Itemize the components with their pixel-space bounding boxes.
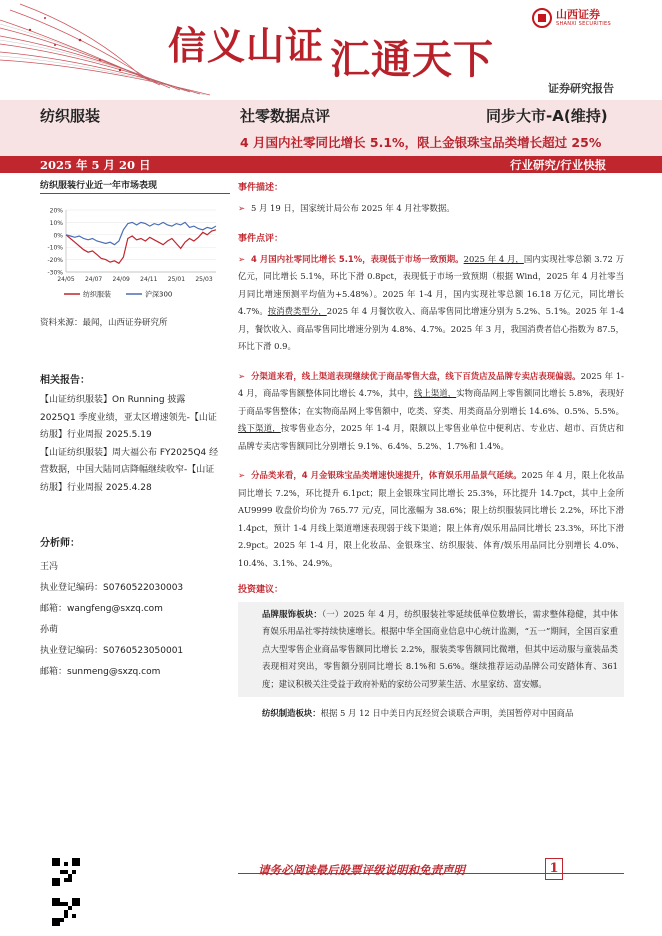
invest-box: [238, 602, 624, 698]
event-title: 事件描述：: [238, 183, 284, 193]
inv1-lead: 品牌服饰板块：: [262, 608, 322, 619]
p2-text-a: 2025 年 1-4 月，商品零售额整体同比增长 4.7%，其中，: [238, 370, 625, 398]
p2-text-b: 实物商品网上零售额同比增长 5.8%，表现好于商品零售整体；在实物商品网上零售额中，吃类、穿类、用类商品分别增长 14.6%、0.5%、5.5%。: [238, 388, 624, 416]
y-tick-label: -20%: [47, 257, 63, 265]
p1-underline: 2025 年 4 月，: [463, 253, 524, 264]
event-text: [238, 200, 624, 218]
comment-title: 事件点评：: [238, 234, 284, 244]
y-tick-label: -10%: [47, 244, 63, 252]
inv2-text: 根据 5 月 12 日中美日内瓦经贸会谈联合声明，美国暂停对中国商品: [320, 708, 574, 718]
chart-title: 纺织服装行业近一年市场表现: [40, 178, 230, 194]
industry-name: 纺织服装: [40, 107, 101, 125]
invest-paragraph-1: [262, 606, 618, 694]
paragraph-1: [238, 251, 624, 356]
inv1-text: （一）2025 年 4 月，纺织服装社零延续低单位数增长，需求整体稳健，其中体育娱乐用品社零持续快速增长。根据中华全国商业信息中心统计监测，“五一”期间，全国百家重点大型零售企业商品零售额同比增长 2.2%，服装类零售额同比微增，但其中运动服与童装品类表现相对突出，零售额分别同比增长 8.1%和 5.6%。继续推荐运动品牌公司安踏体育、361 度；建议积极关注受益于政府补贴的家纺公司罗莱生活、水星家纺、富安娜。: [262, 608, 618, 689]
p3-lead: 分品类来看，4 月金银珠宝品类增速快速提升，体育娱乐用品景气延续。: [251, 470, 522, 480]
y-tick-label: 10%: [49, 219, 63, 227]
x-tick-label: 24/05: [57, 276, 75, 283]
invest-title: 投资建议：: [238, 585, 284, 595]
p2-text-c: 按零售业态分，2025 年 1-4 月，限额以上零售业单位中便利店、专业店、超市、百货店和品牌专卖店零售额同比分别增长 9.1%、6.4%、5.2%、1.7%和 1.4%。: [238, 423, 624, 451]
rating: 同步大市-A(维持): [486, 107, 608, 125]
analyst-name: 王冯: [40, 562, 59, 572]
y-tick-label: -30%: [47, 269, 63, 277]
related-reports-title: 相关报告：: [40, 375, 90, 386]
p1-lead: 4 月国内社零同比增长 5.1%，表现低于市场一致预期。: [251, 253, 464, 264]
analyst-license: 执业登记编码：S0760523050001: [40, 646, 184, 656]
paragraph-2: [238, 368, 624, 456]
p2-underline: 线上渠道，: [413, 388, 457, 398]
footer-disclaimer[interactable]: 请务必阅读最后股票评级说明和免责声明: [258, 863, 465, 877]
p2-underline-2: 线下渠道，: [238, 423, 281, 433]
x-tick-label: 24/11: [140, 276, 158, 283]
analysts-list: [40, 557, 220, 683]
qr-code-icon: [52, 898, 80, 926]
x-tick-label: 25/01: [167, 276, 186, 283]
legend-label: 纺织服装: [83, 290, 111, 299]
y-tick-label: 0%: [53, 232, 63, 240]
logo-name: 山西证券: [556, 8, 600, 21]
report-type: 证券研究报告: [548, 82, 614, 95]
p1-text-b: 2025 年 4 月餐饮收入、商品零售同比增速分别为 5.2%、5.1%。2025 年 1-4 月，餐饮收入、商品零售同比增速分别为 4.8%、4.7%。2025 年 3 月，我国消费者信心指数为 87.5，环比下滑 0.9。: [238, 306, 625, 351]
report-header: [0, 0, 662, 98]
related-report-link[interactable]: 【山证纺织服装】周大福公布 FY2025Q4 经营数据，中国大陆同店降幅继续收窄-【山证纺服】行业周报 2025.4.28: [40, 447, 219, 493]
x-tick-label: 24/09: [112, 276, 130, 283]
p1-underline-2: 按消费类型分，: [267, 306, 327, 316]
bullet-icon: ➢: [238, 470, 246, 480]
related-report-link[interactable]: 【山证纺织服装】On Running 披露2025Q1 季度业绩，亚太区增速领先-【山证纺服】行业周报 2025.5.19: [40, 395, 217, 440]
paragraph-3: [238, 467, 624, 572]
x-tick-label: 24/07: [84, 276, 103, 283]
slogan-part-a: 信义山证: [168, 23, 325, 68]
page-number: 1: [545, 858, 563, 880]
analysts-title: 分析师：: [40, 538, 80, 549]
related-reports: [40, 392, 220, 497]
bullet-icon: ➢: [238, 253, 246, 264]
qr-code-icon: [52, 858, 80, 886]
report-date: 2025 年 5 月 20 日: [40, 158, 151, 172]
analyst-email[interactable]: 邮箱：wangfeng@sxzq.com: [40, 604, 163, 614]
report-body: [238, 180, 624, 723]
report-headline: 4 月国内社零同比增长 5.1%，限上金银珠宝品类增长超过 25%: [240, 135, 602, 150]
report-category: 行业研究/行业快报: [510, 158, 607, 172]
company-logo: [532, 8, 611, 28]
logo-subtitle: SHANXI SECURITIES: [556, 21, 611, 27]
y-tick-label: 20%: [49, 207, 63, 215]
analyst-license: 执业登记编码：S0760522030003: [40, 583, 184, 593]
p1-text-a: 国内实现社零总额 3.72 万亿元，同比增长 5.1%，环比下滑 0.8pct，表现低于市场一致预期（根据 Wind，2025 年 4 月社零当月同比增速预测平均值为+5.48%）。2025 年 1-4 月，国内实现社零总额 16.18 万亿元，同比增长 4.7%。: [238, 253, 624, 316]
performance-chart: [40, 202, 220, 312]
slogan: [168, 14, 495, 83]
event-desc: 5 月 19 日，国家统计局公布 2025 年 4 月社零数据。: [251, 202, 455, 213]
slogan-part-b: 汇通天下: [330, 36, 495, 83]
analyst-name: 孙萌: [40, 625, 59, 635]
inv2-lead: 纺织制造板块：: [262, 708, 321, 718]
analyst-email[interactable]: 邮箱：sunmeng@sxzq.com: [40, 667, 161, 677]
bullet-icon: ➢: [238, 202, 246, 213]
legend-label: 沪深300: [145, 290, 173, 299]
x-tick-label: 25/03: [195, 276, 213, 283]
invest-paragraph-2: [238, 705, 624, 723]
chart-source: 资料来源：最闻，山西证券研究所: [40, 318, 168, 328]
p2-lead: 分渠道来看，线上渠道表现继续优于商品零售大盘，线下百货店及品牌专卖店表现偏弱。: [251, 370, 581, 381]
bullet-icon: ➢: [238, 370, 246, 381]
p3-text-a: 2025 年 4 月，限上化妆品同比增长 7.2%，环比提升 6.1pct；限上金银珠宝同比增长 25.3%，环比提升 14.7pct，其中上金所 AU9999 收盘价均价为 765.77 元/克，同比涨幅为 38.6%；限上纺织服装同比增长 2.2%，环比下滑 1.4pct，预计 1-4 月线上渠道增速表现弱于线下渠道；限上体育/娱乐用品同比增长 23.3%，环比下滑 2.9pct。2025 年 1-4 月，限上化妆品、金银珠宝、纺织服装、体育/娱乐用品同比分别增长 4.0%、10.4%、3.1%、24.9%。: [238, 470, 624, 568]
logo-icon: [532, 8, 552, 28]
report-name: 社零数据点评: [240, 107, 331, 125]
